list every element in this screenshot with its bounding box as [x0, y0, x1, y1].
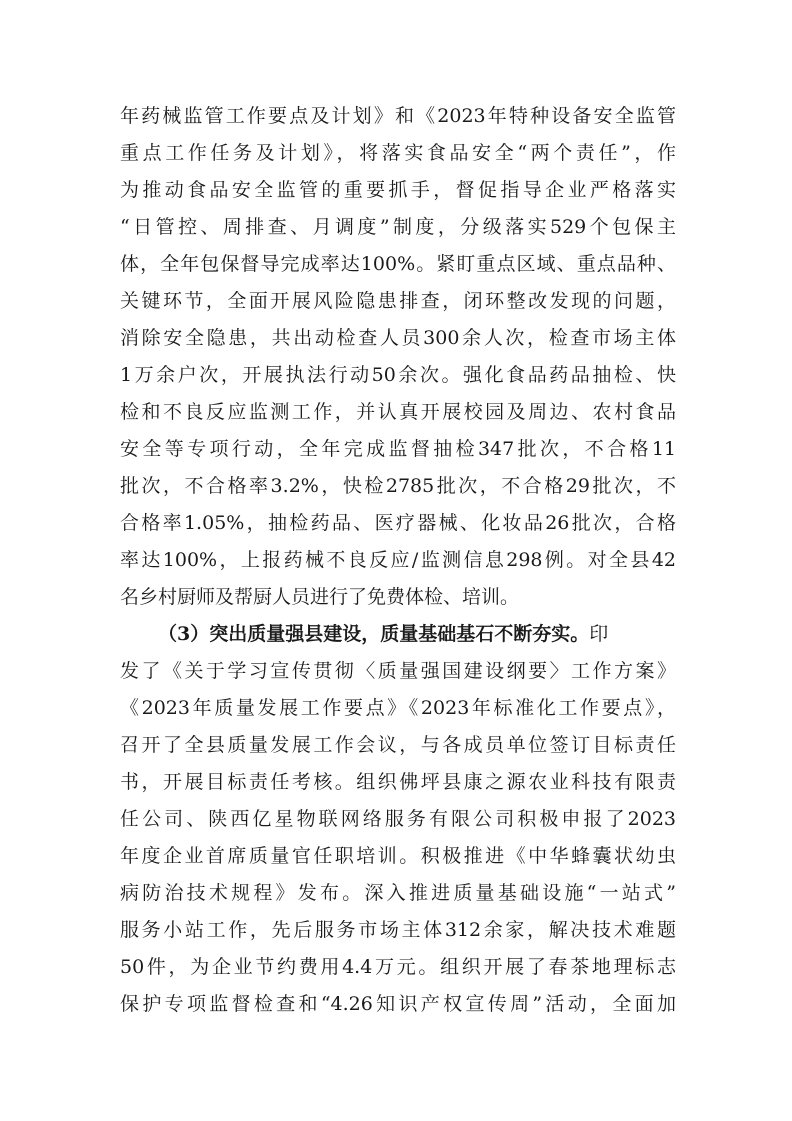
text-line: 病防治技术规程》发布。深入推进质量基础设施“一站式” — [120, 882, 676, 904]
text-line: 检和不良反应监测工作，并认真开展校园及周边、农村食品 — [120, 401, 676, 423]
text-line: 率达100%，上报药械不良反应/监测信息298例。对全县42 — [120, 549, 676, 571]
text-line: 合格率1.05%，抽检药品、医疗器械、化妆品26批次，合格 — [120, 512, 676, 534]
text-line: 年药械监管工作要点及计划》和《2023年特种设备安全监管 — [120, 105, 676, 127]
text-line: 名乡村厨师及帮厨人员进行了免费体检、培训。 — [120, 586, 520, 608]
text-line: 体，全年包保督导完成率达100%。紧盯重点区域、重点品种、 — [120, 253, 676, 275]
text-line: 召开了全县质量发展工作会议，与各成员单位签订目标责任 — [120, 734, 676, 756]
text-line: 消除安全隐患，共出动检查人员300余人次，检查市场主体 — [120, 327, 676, 349]
text-line: 保护专项监督检查和“4.26知识产权宣传周”活动，全面加 — [120, 993, 676, 1015]
text-line: “日管控、周排查、月调度”制度，分级落实529个包保主 — [120, 216, 676, 238]
text-line: 批次，不合格率3.2%，快检2785批次，不合格29批次，不 — [120, 475, 676, 497]
body-text — [120, 98, 676, 1023]
text-line: 《2023年质量发展工作要点》《2023年标准化工作要点》， — [120, 697, 676, 719]
text-line: 服务小站工作，先后服务市场主体312余家，解决技术难题 — [120, 919, 676, 941]
text-line: 安全等专项行动，全年完成监督抽检347批次，不合格11 — [120, 438, 676, 460]
text-line: 关键环节，全面开展风险隐患排查，闭环整改发现的问题， — [120, 290, 676, 312]
text-line: 1万余户次，开展执法行动50余次。强化食品药品抽检、快 — [120, 364, 676, 386]
text-line: 为推动食品安全监管的重要抓手，督促指导企业严格落实 — [120, 179, 676, 201]
section-heading: （3）突出质量强县建设，质量基础基石不断夯实。 — [158, 623, 590, 645]
text-line: 发了《关于学习宣传贯彻〈质量强国建设纲要〉工作方案》 — [120, 660, 676, 682]
text-line: 重点工作任务及计划》，将落实食品安全“两个责任”，作 — [120, 142, 676, 164]
section-heading-line — [120, 616, 676, 653]
text-line: 50件，为企业节约费用4.4万元。组织开展了春茶地理标志 — [120, 956, 676, 978]
text-line: 书，开展目标责任考核。组织佛坪县康之源农业科技有限责 — [120, 771, 676, 793]
text-line: 任公司、陕西亿星物联网络服务有限公司积极申报了2023 — [120, 808, 676, 830]
text-line: 年度企业首席质量官任职培训。积极推进《中华蜂囊状幼虫 — [120, 845, 676, 867]
text-fragment: 印 — [589, 623, 609, 645]
